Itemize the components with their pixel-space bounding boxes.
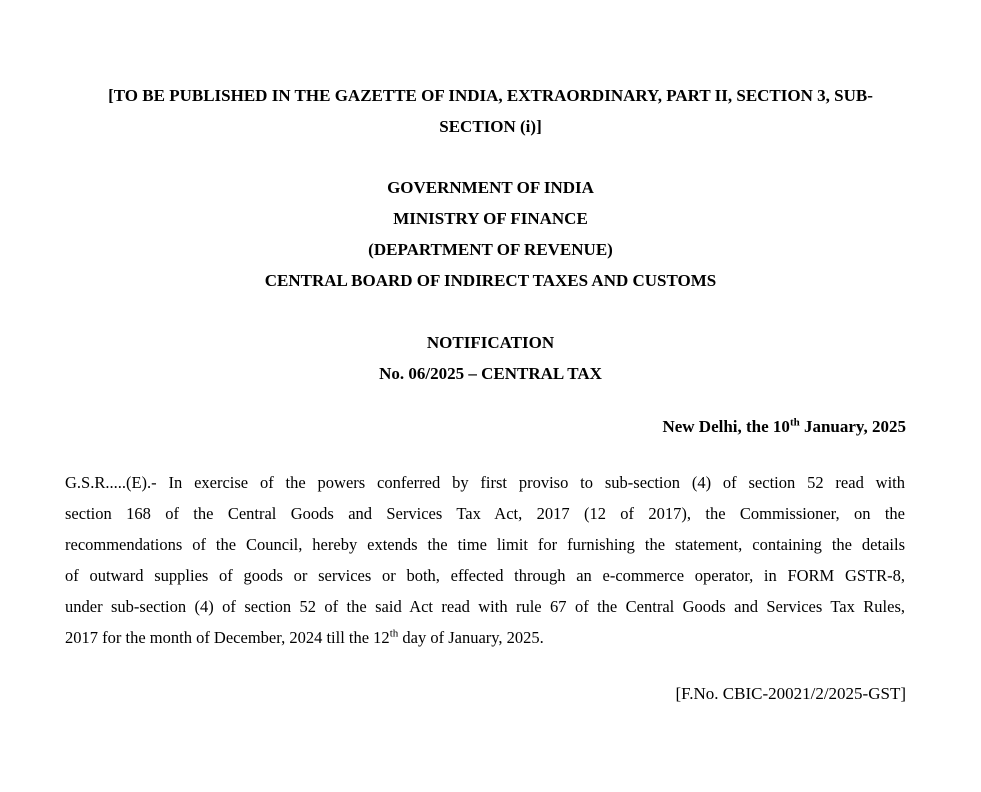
gazette-heading-line1: [TO BE PUBLISHED IN THE GAZETTE OF INDIA, EXTRAORDINARY, PART II, SECTION 3, SUB- xyxy=(108,86,873,105)
body-line-4: of outward supplies of goods or services or both, effected through an e-commerce operator, in FORM GSTR-8, xyxy=(65,566,905,585)
body-line-6-suffix: day of January, 2025. xyxy=(398,628,544,647)
body-line-3: recommendations of the Council, hereby extends the time limit for furnishing the statement, containing the details xyxy=(65,535,905,554)
body-line-5: under sub-section (4) of section 52 of the said Act read with rule 67 of the Central Goods and Services Tax Rules, xyxy=(65,597,905,616)
body-line-6-prefix: 2017 for the month of December, 2024 till the 12 xyxy=(65,628,390,647)
board-title: CENTRAL BOARD OF INDIRECT TAXES AND CUSTOMS xyxy=(264,271,717,290)
dateline-suffix: January, 2025 xyxy=(799,417,906,436)
body-line-6-ordinal: th xyxy=(389,627,399,640)
file-number: [F.No. CBIC-20021/2/2025-GST] xyxy=(675,684,906,703)
dateline-ordinal: th xyxy=(789,416,800,429)
dateline-prefix: New Delhi, the 10 xyxy=(662,417,790,436)
notification-number: No. 06/2025 – CENTRAL TAX xyxy=(379,364,602,383)
body-line-1: G.S.R.....(E).- In exercise of the powers conferred by first proviso to sub-section (4) of section 52 read with xyxy=(65,473,905,492)
gazette-heading-line2: SECTION (i)] xyxy=(439,117,542,136)
body-line-2: section 168 of the Central Goods and Services Tax Act, 2017 (12 of 2017), the Commissioner, on the xyxy=(65,504,905,523)
dateline xyxy=(662,417,906,437)
department-title: (DEPARTMENT OF REVENUE) xyxy=(368,240,613,259)
ministry-title: MINISTRY OF FINANCE xyxy=(393,209,588,228)
notification-heading: NOTIFICATION xyxy=(426,333,555,352)
government-title: GOVERNMENT OF INDIA xyxy=(387,178,594,197)
body-line-6 xyxy=(65,628,905,648)
